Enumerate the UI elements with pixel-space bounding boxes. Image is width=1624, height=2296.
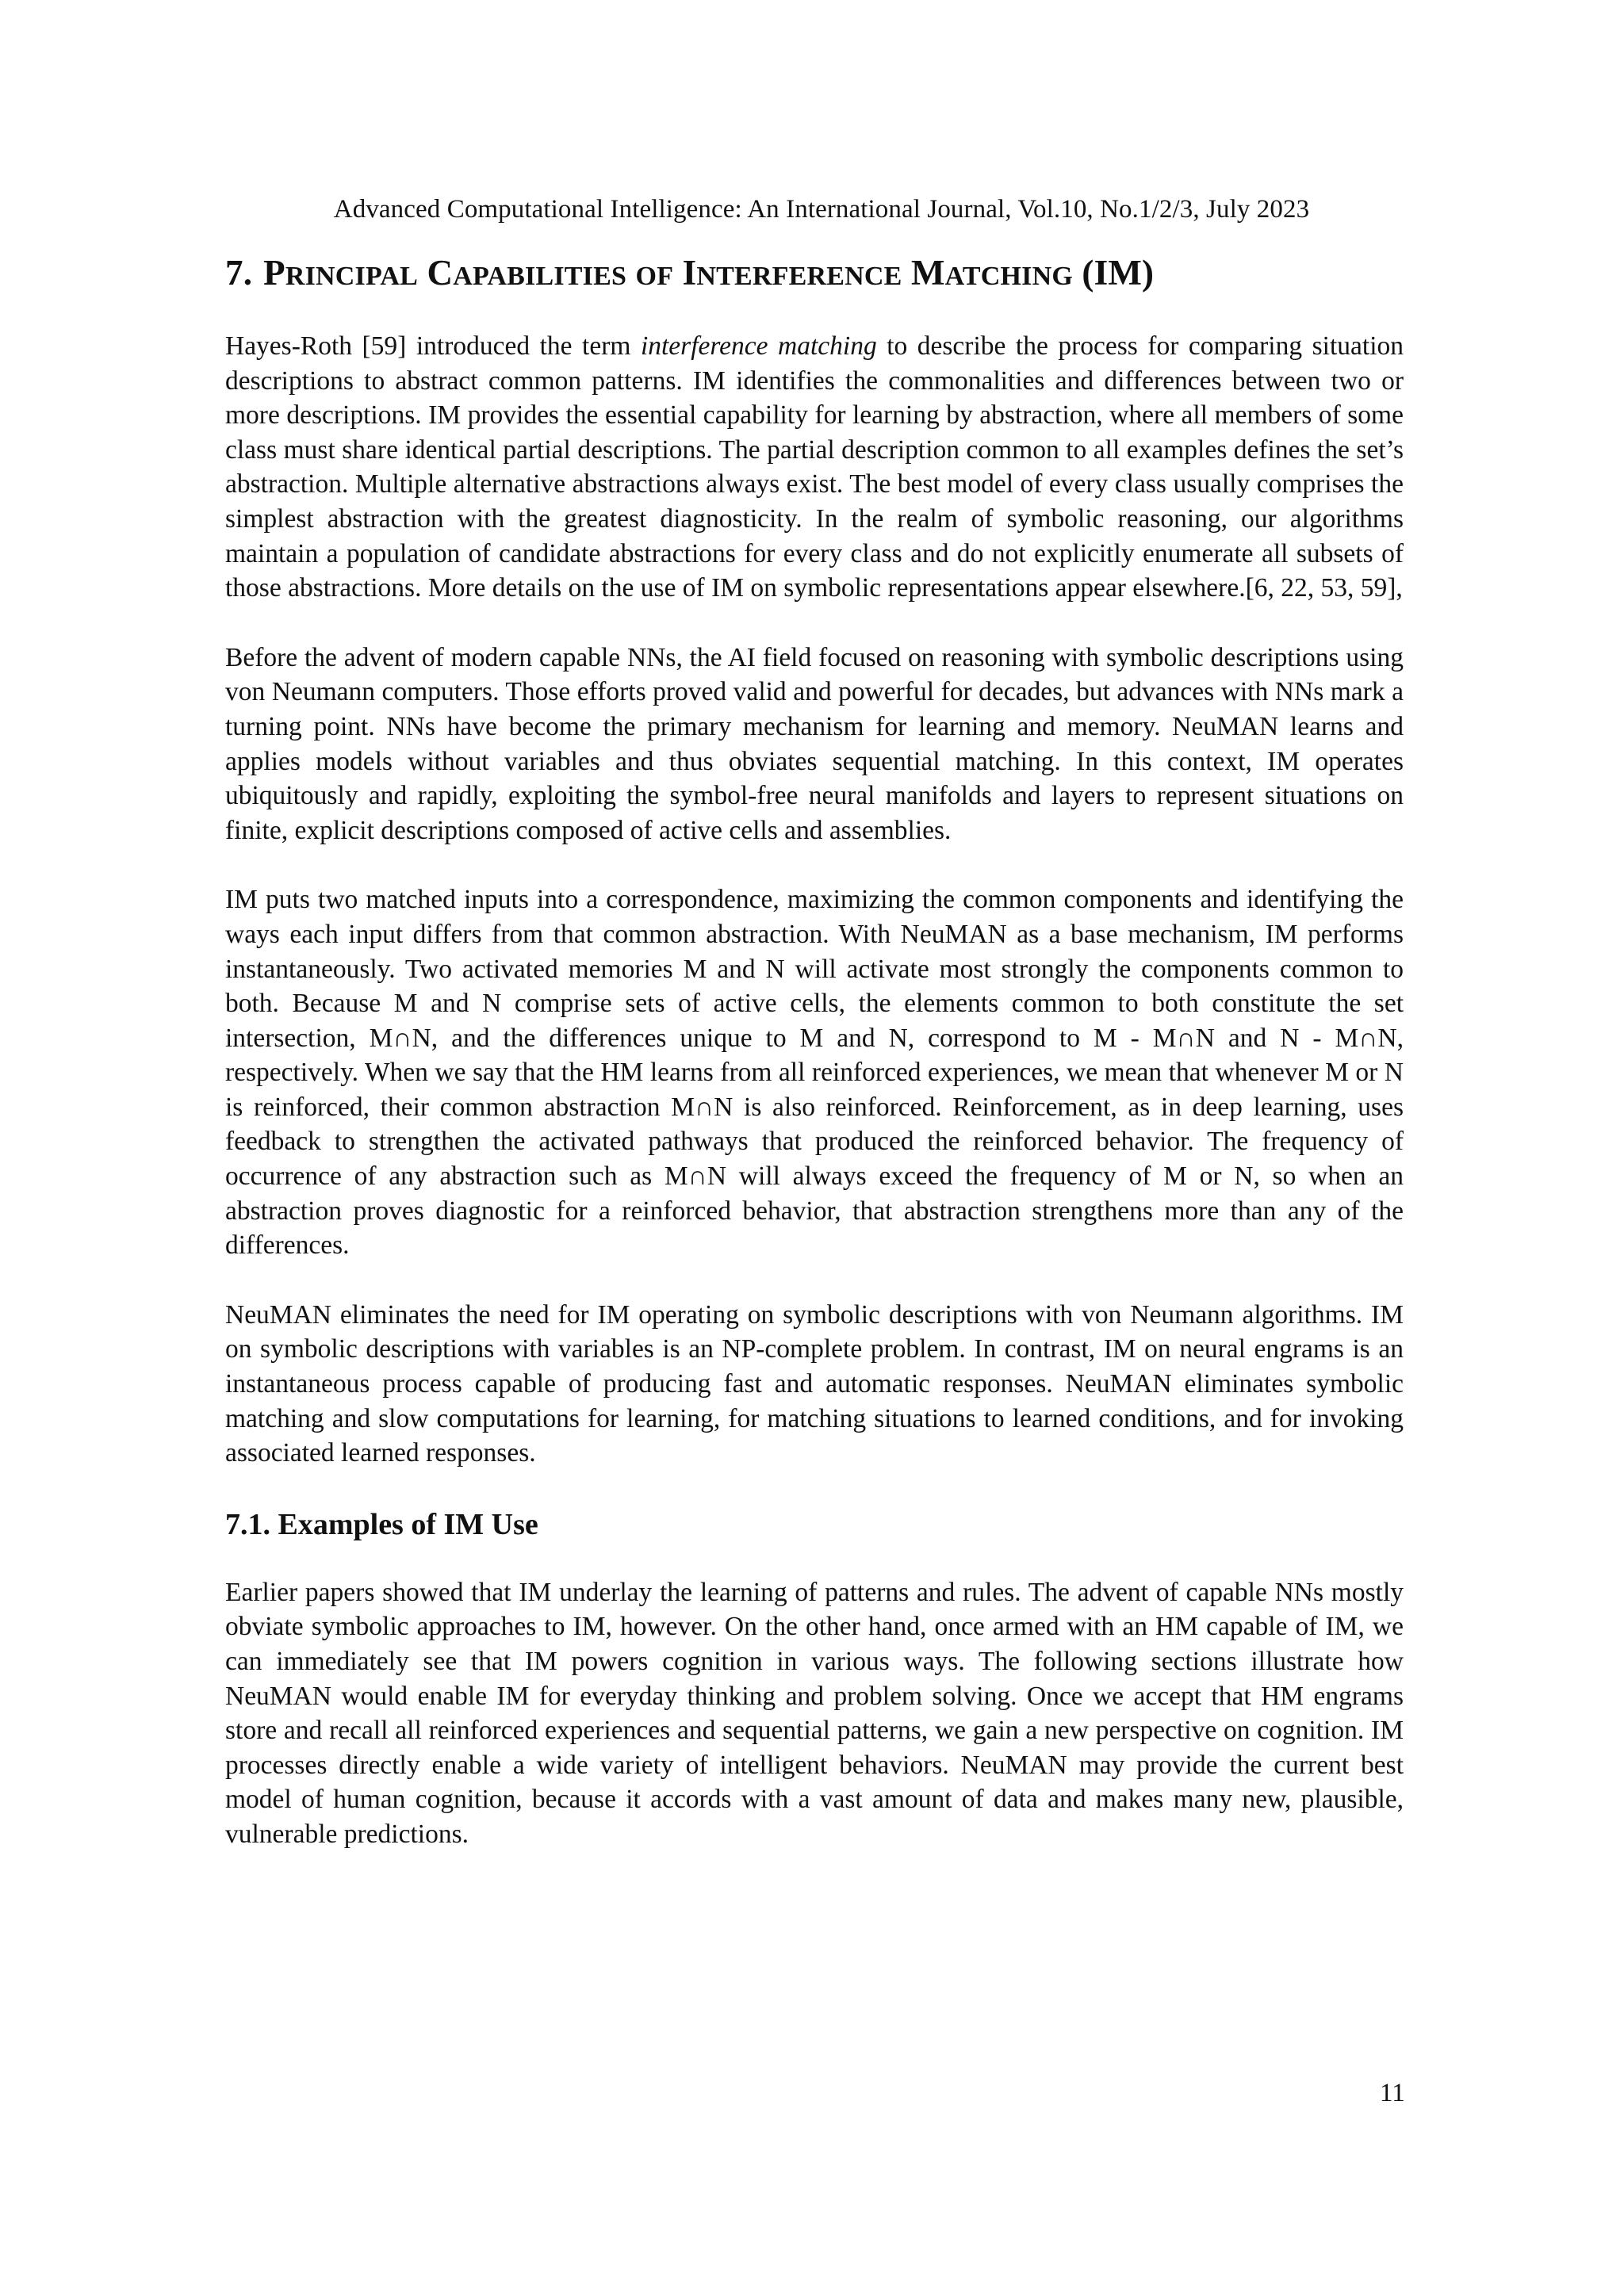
section-title-word-1: PRINCIPAL <box>263 253 419 293</box>
paragraph-im-correspondence: IM puts two matched inputs into a correspondence, maximizing the common components and identifying the ways each input differs from that common abstraction. With NeuMAN as a base mechanism, IM performs instantaneously. Two activated memories M and N will activate most strongly the components common to both. Because M and N comprise sets of active cells, the elements common to both constitute the set intersection, M∩N, and the differences unique to M and N, correspond to M - M∩N and N - M∩N, respectively. When we say that the HM learns from all reinforced experiences, we mean that whenever M or N is reinforced, their common abstraction M∩N is also reinforced. Reinforcement, as in deep learning, uses feedback to strengthen the activated pathways that produced the reinforced behavior. The frequency of occurrence of any abstraction such as M∩N will always exceed the frequency of M or N, so when an abstraction proves diagnostic for a reinforced behavior, that abstraction strengthens more than any of the differences. <box>225 885 1404 1261</box>
paragraph-nn-advent: Before the advent of modern capable NNs, the AI field focused on reasoning with symbolic descriptions using von Neumann computers. Those efforts proved valid and powerful for decades, but advances with NNs mark a turning point. NNs have become the primary mechanism for learning and memory. NeuMAN learns and applies models without variables and thus obviates sequential matching. In this context, IM operates ubiquitously and rapidly, exploiting the symbol-free neural manifolds and layers to represent situations on finite, explicit descriptions composed of active cells and assemblies. <box>225 642 1404 845</box>
subsection-title: 7.1. Examples of IM Use <box>225 1507 538 1541</box>
section-title-suffix: (IM) <box>1082 253 1155 293</box>
section-title-word-5: MATCHING <box>910 253 1073 293</box>
section-title-word-3: OF <box>635 262 674 291</box>
section-title-word-2: CAPABILITIES <box>427 253 627 293</box>
page-content <box>225 249 1404 1887</box>
italic-term: interference matching <box>640 331 877 361</box>
paragraph-neuman-eliminates: NeuMAN eliminates the need for IM operating on symbolic descriptions with von Neumann algorithms. IM on symbolic descriptions with variables is an NP-complete problem. In contrast, IM on neural engrams is an instantaneous process capable of producing fast and automatic responses. NeuMAN eliminates symbolic matching and slow computations for learning, for matching situations to learned conditions, and for invoking associated learned responses. <box>225 1299 1404 1468</box>
page-number: 11 <box>1380 2079 1405 2107</box>
section-title <box>225 249 1404 300</box>
paragraph-examples-im-use: Earlier papers showed that IM underlay the learning of patterns and rules. The advent of capable NNs mostly obviate symbolic approaches to IM, however. On the other hand, once armed with an HM capable of IM, we can immediately see that IM powers cognition in various ways. The following sections illustrate how NeuMAN would enable IM for everyday thinking and problem solving. Once we accept that HM engrams store and recall all reinforced experiences and sequential patterns, we gain a new perspective on cognition. IM processes directly enable a wide variety of intelligent behaviors. NeuMAN may provide the current best model of human cognition, because it accords with a vast amount of data and makes many new, plausible, vulnerable predictions. <box>225 1577 1404 1849</box>
paragraph-interference-matching: Hayes-Roth [59] introduced the term interference matching to describe the process for comparing situation descriptions to abstract common patterns. IM identifies the commonalities and differences between two or more descriptions. IM provides the essential capability for learning by abstraction, where all members of some class must share identical partial descriptions. The partial description common to all examples defines the set’s abstraction. Multiple alternative abstractions always exist. The best model of every class usually comprises the simplest abstraction with the greatest diagnosticity. In the realm of symbolic reasoning, our algorithms maintain a population of candidate abstractions for every class and do not explicitly enumerate all subsets of those abstractions. More details on the use of IM on symbolic representations appear elsewhere.[6, 22, 53, 59], <box>225 331 1404 603</box>
section-number: 7. <box>225 253 253 293</box>
section-title-word-4: INTERFERENCE <box>682 253 902 293</box>
running-header: Advanced Computational Intelligence: An International Journal, Vol.10, No.1/2/3, July 2023 <box>333 195 1310 224</box>
